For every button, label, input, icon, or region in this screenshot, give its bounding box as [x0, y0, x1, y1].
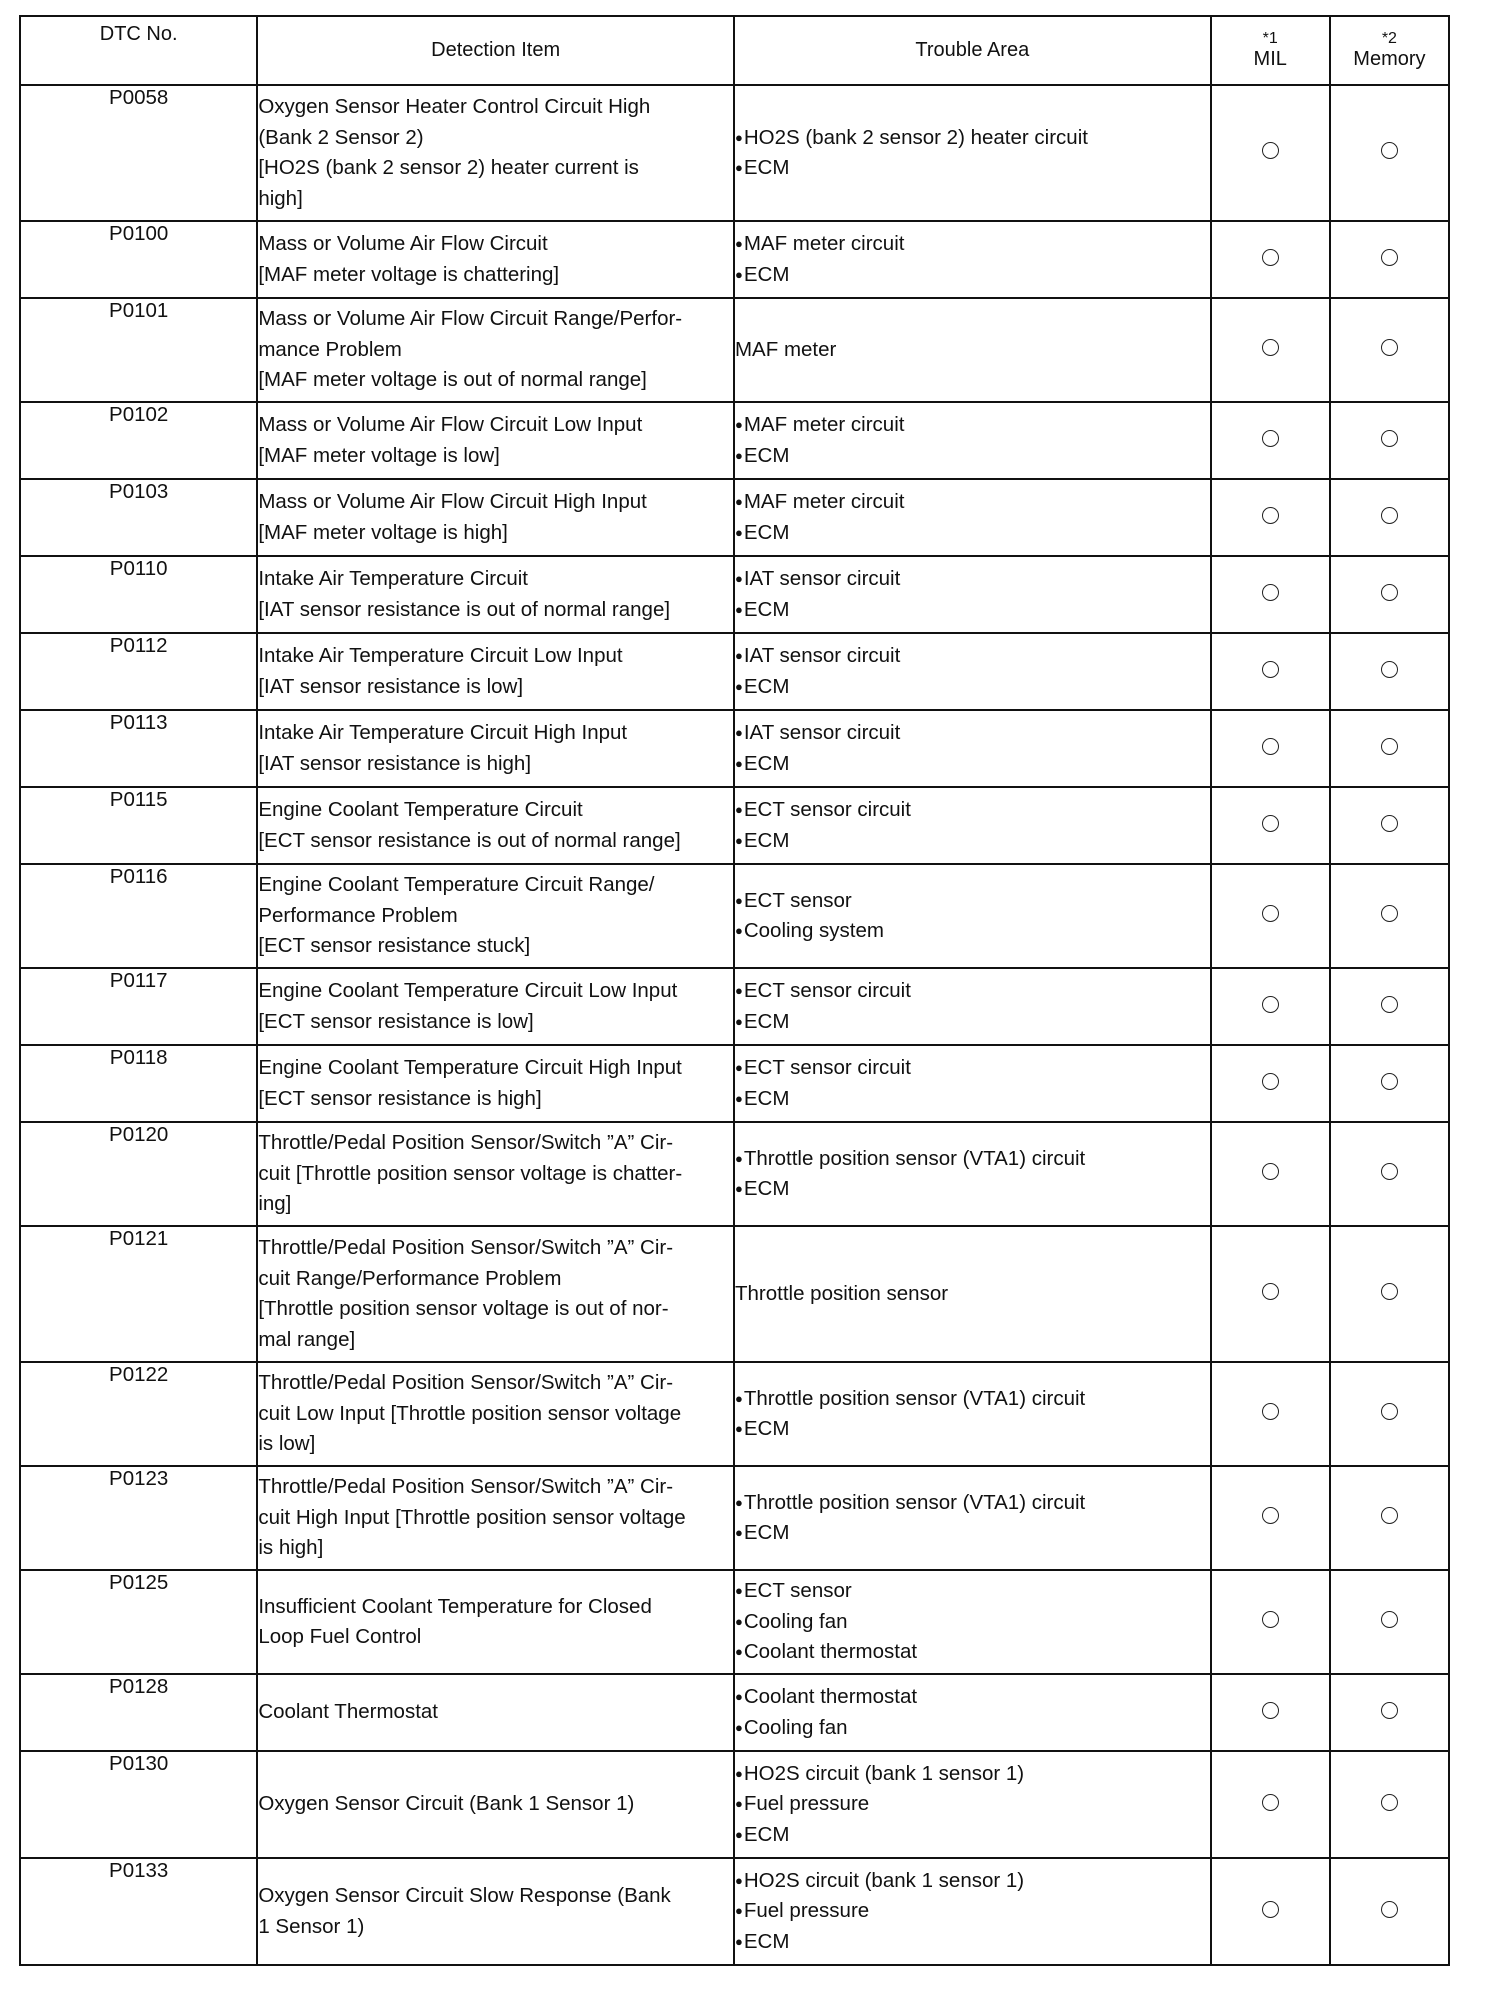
trouble-area-item: ● ECM — [735, 1820, 1210, 1851]
table-row — [20, 633, 1449, 710]
memory-circle-icon — [1381, 905, 1398, 922]
mil-circle-icon — [1262, 661, 1279, 678]
trouble-area-item: ● ECM — [735, 1174, 1210, 1205]
memory-cell — [1330, 221, 1449, 298]
memory-cell — [1330, 85, 1449, 221]
header-detection-item: Detection Item — [257, 16, 734, 85]
detection-line: [MAF meter voltage is out of normal range] — [258, 368, 647, 392]
detection-item-cell — [257, 1362, 734, 1466]
trouble-area-cell — [734, 1122, 1211, 1226]
trouble-area-item: ● ECM — [735, 749, 1210, 780]
detection-item-cell — [257, 556, 734, 633]
table-body — [20, 85, 1449, 1965]
trouble-area-cell — [734, 787, 1211, 864]
mil-cell — [1211, 298, 1330, 402]
dtc-code-cell: P0113 — [20, 710, 257, 787]
detection-line: Engine Coolant Temperature Circuit — [258, 798, 583, 821]
detection-line: Performance Problem — [258, 903, 458, 927]
detection-line: cuit High Input [Throttle position sensor voltage — [258, 1505, 686, 1529]
detection-item-cell — [257, 479, 734, 556]
trouble-area-item: ● ECM — [735, 1927, 1210, 1958]
mil-circle-icon — [1262, 1702, 1279, 1719]
detection-item-cell — [257, 85, 734, 221]
detection-item-cell — [257, 1858, 734, 1965]
header-row — [20, 16, 1449, 85]
trouble-area-item: ● IAT sensor circuit — [735, 718, 1210, 749]
detection-item-cell — [257, 1674, 734, 1751]
table-row — [20, 1226, 1449, 1362]
memory-circle-icon — [1381, 661, 1398, 678]
detection-line: Oxygen Sensor Heater Control Circuit High — [258, 95, 651, 118]
table-row — [20, 298, 1449, 402]
detection-line: Throttle/Pedal Position Sensor/Switch ”A” Cir- — [258, 1131, 674, 1155]
detection-line: cuit Range/Performance Problem — [258, 1266, 562, 1290]
detection-line: Engine Coolant Temperature Circuit Low Input — [258, 979, 678, 1002]
table-row — [20, 85, 1449, 221]
mil-cell — [1211, 1570, 1330, 1674]
trouble-area-cell — [734, 968, 1211, 1045]
trouble-area-item: ● ECT sensor — [735, 1576, 1210, 1607]
detection-line: Mass or Volume Air Flow Circuit — [258, 232, 548, 255]
trouble-area-cell — [734, 402, 1211, 479]
memory-circle-icon — [1381, 249, 1398, 266]
header-dtc-no: DTC No. — [20, 16, 257, 85]
detection-line: [ECT sensor resistance stuck] — [258, 934, 531, 958]
mil-circle-icon — [1262, 584, 1279, 601]
detection-line: Oxygen Sensor Circuit Slow Response (Bank — [258, 1884, 671, 1907]
dtc-code-cell: P0121 — [20, 1226, 257, 1362]
detection-line: Oxygen Sensor Circuit (Bank 1 Sensor 1) — [258, 1792, 635, 1816]
trouble-area-item: ● ECM — [735, 441, 1210, 472]
trouble-area-item: ● ECT sensor circuit — [735, 1053, 1210, 1084]
trouble-area-cell — [734, 633, 1211, 710]
trouble-area-item: ● ECM — [735, 1007, 1210, 1038]
trouble-area-item: ● ECM — [735, 518, 1210, 549]
detection-item-cell — [257, 298, 734, 402]
memory-circle-icon — [1381, 584, 1398, 601]
trouble-area-item: Throttle position sensor — [734, 1281, 949, 1305]
memory-cell — [1330, 1045, 1449, 1122]
memory-circle-icon — [1381, 430, 1398, 447]
trouble-area-item: ● HO2S circuit (bank 1 sensor 1) — [735, 1759, 1210, 1790]
mil-circle-icon — [1262, 1283, 1279, 1300]
trouble-area-cell — [734, 1858, 1211, 1965]
memory-cell — [1330, 1570, 1449, 1674]
mil-cell — [1211, 710, 1330, 787]
detection-line: Engine Coolant Temperature Circuit High Input — [258, 1056, 682, 1079]
memory-circle-icon — [1381, 507, 1398, 524]
mil-circle-icon — [1262, 1901, 1279, 1918]
detection-line: Coolant Thermostat — [258, 1700, 438, 1724]
detection-item-cell — [257, 1466, 734, 1570]
trouble-area-item: ● Cooling fan — [735, 1607, 1210, 1638]
trouble-area-item: ● ECM — [735, 826, 1210, 857]
mil-circle-icon — [1262, 738, 1279, 755]
trouble-area-cell — [734, 864, 1211, 968]
trouble-area-cell — [734, 1045, 1211, 1122]
detection-line: [HO2S (bank 2 sensor 2) heater current is — [258, 156, 639, 179]
memory-circle-icon — [1381, 815, 1398, 832]
mil-circle-icon — [1262, 1507, 1279, 1524]
mil-cell — [1211, 556, 1330, 633]
memory-circle-icon — [1381, 1403, 1398, 1420]
dtc-code-cell: P0103 — [20, 479, 257, 556]
mil-circle-icon — [1262, 905, 1279, 922]
memory-circle-icon — [1381, 339, 1398, 356]
detection-line: high] — [258, 186, 303, 210]
trouble-area-item: ● ECM — [735, 1414, 1210, 1445]
dtc-code-cell: P0110 — [20, 556, 257, 633]
detection-line: Engine Coolant Temperature Circuit Range/ — [258, 873, 655, 897]
memory-cell — [1330, 1362, 1449, 1466]
dtc-code-cell: P0130 — [20, 1751, 257, 1858]
dtc-code-cell: P0112 — [20, 633, 257, 710]
mil-cell — [1211, 1466, 1330, 1570]
table-row — [20, 1045, 1449, 1122]
memory-cell — [1330, 633, 1449, 710]
mil-cell — [1211, 402, 1330, 479]
detection-line: Mass or Volume Air Flow Circuit Range/Perfor- — [258, 307, 683, 331]
table-row — [20, 710, 1449, 787]
memory-cell — [1330, 1751, 1449, 1858]
dtc-code-cell: P0102 — [20, 402, 257, 479]
memory-circle-icon — [1381, 1073, 1398, 1090]
mil-circle-icon — [1262, 339, 1279, 356]
dtc-code-cell: P0122 — [20, 1362, 257, 1466]
mil-cell — [1211, 1122, 1330, 1226]
detection-item-cell — [257, 1570, 734, 1674]
trouble-area-cell — [734, 221, 1211, 298]
trouble-area-item: ● ECT sensor circuit — [735, 795, 1210, 826]
detection-item-cell — [257, 864, 734, 968]
detection-line: cuit [Throttle position sensor voltage is chatter- — [258, 1161, 683, 1185]
memory-cell — [1330, 556, 1449, 633]
trouble-area-cell — [734, 1751, 1211, 1858]
mil-cell — [1211, 1858, 1330, 1965]
memory-circle-icon — [1381, 1507, 1398, 1524]
mil-cell — [1211, 479, 1330, 556]
trouble-area-item: ● Throttle position sensor (VTA1) circuit — [735, 1384, 1210, 1415]
dtc-code-cell: P0120 — [20, 1122, 257, 1226]
dtc-table — [19, 15, 1450, 1966]
trouble-area-item: ● Coolant thermostat — [735, 1682, 1210, 1713]
mil-circle-icon — [1262, 1403, 1279, 1420]
memory-cell — [1330, 479, 1449, 556]
trouble-area-item: ● ECM — [735, 1518, 1210, 1549]
dtc-code-cell: P0116 — [20, 864, 257, 968]
memory-cell — [1330, 1122, 1449, 1226]
trouble-area-cell — [734, 1466, 1211, 1570]
mil-footnote-mark: *1 — [1262, 30, 1278, 47]
mil-cell — [1211, 1226, 1330, 1362]
trouble-area-item: ● ECM — [735, 672, 1210, 703]
table-row — [20, 864, 1449, 968]
detection-item-cell — [257, 968, 734, 1045]
mil-cell — [1211, 1045, 1330, 1122]
mil-circle-icon — [1262, 1163, 1279, 1180]
table-row — [20, 968, 1449, 1045]
detection-item-cell — [257, 221, 734, 298]
trouble-area-item: MAF meter — [734, 337, 837, 361]
detection-item-cell — [257, 787, 734, 864]
trouble-area-cell — [734, 1570, 1211, 1674]
memory-circle-icon — [1381, 1794, 1398, 1811]
detection-line: [ECT sensor resistance is out of normal range] — [258, 828, 681, 852]
memory-cell — [1330, 1466, 1449, 1570]
trouble-area-item: ● MAF meter circuit — [735, 487, 1210, 518]
detection-item-cell — [257, 633, 734, 710]
mil-circle-icon — [1262, 430, 1279, 447]
mil-cell — [1211, 968, 1330, 1045]
detection-line: Throttle/Pedal Position Sensor/Switch ”A” Cir- — [258, 1475, 674, 1499]
detection-line: mal range] — [258, 1327, 356, 1351]
detection-line: [IAT sensor resistance is low] — [258, 674, 524, 698]
detection-line: Throttle/Pedal Position Sensor/Switch ”A” Cir- — [258, 1236, 674, 1259]
detection-line: [ECT sensor resistance is low] — [258, 1009, 534, 1033]
detection-line: [ECT sensor resistance is high] — [258, 1086, 542, 1110]
trouble-area-item: ● Fuel pressure — [735, 1789, 1210, 1820]
detection-line: Loop Fuel Control — [258, 1625, 422, 1648]
memory-circle-icon — [1381, 142, 1398, 159]
memory-circle-icon — [1381, 1901, 1398, 1918]
detection-line: 1 Sensor 1) — [258, 1914, 365, 1938]
memory-cell — [1330, 1858, 1449, 1965]
trouble-area-item: ● Coolant thermostat — [735, 1637, 1210, 1668]
mil-circle-icon — [1262, 996, 1279, 1013]
trouble-area-item: ● ECM — [735, 1084, 1210, 1115]
table-row — [20, 1674, 1449, 1751]
detection-item-cell — [257, 1122, 734, 1226]
mil-cell — [1211, 85, 1330, 221]
trouble-area-item: ● Cooling system — [735, 916, 1210, 947]
dtc-code-cell: P0100 — [20, 221, 257, 298]
trouble-area-cell — [734, 556, 1211, 633]
header-memory — [1330, 16, 1449, 85]
detection-line: Intake Air Temperature Circuit Low Input — [258, 644, 623, 667]
detection-line: cuit Low Input [Throttle position sensor voltage — [258, 1401, 682, 1425]
memory-cell — [1330, 968, 1449, 1045]
mil-circle-icon — [1262, 1073, 1279, 1090]
table-row — [20, 402, 1449, 479]
memory-cell — [1330, 710, 1449, 787]
trouble-area-item: ● MAF meter circuit — [735, 410, 1210, 441]
memory-cell — [1330, 1674, 1449, 1751]
detection-item-cell — [257, 402, 734, 479]
trouble-area-cell — [734, 1362, 1211, 1466]
trouble-area-cell — [734, 1674, 1211, 1751]
detection-line: Insufficient Coolant Temperature for Closed — [258, 1594, 652, 1618]
detection-line: ing] — [258, 1192, 292, 1216]
mil-circle-icon — [1262, 507, 1279, 524]
memory-circle-icon — [1381, 1283, 1398, 1300]
trouble-area-item: ● HO2S circuit (bank 1 sensor 1) — [735, 1866, 1210, 1897]
detection-line: Mass or Volume Air Flow Circuit Low Input — [258, 413, 643, 436]
dtc-code-cell: P0101 — [20, 298, 257, 402]
header-mil — [1211, 16, 1330, 85]
detection-line: [MAF meter voltage is high] — [258, 520, 508, 544]
mil-cell — [1211, 1674, 1330, 1751]
table-row — [20, 1858, 1449, 1965]
dtc-code-cell: P0123 — [20, 1466, 257, 1570]
table-row — [20, 1362, 1449, 1466]
mil-circle-icon — [1262, 815, 1279, 832]
memory-circle-icon — [1381, 1163, 1398, 1180]
detection-line: mance Problem — [258, 337, 402, 361]
mil-circle-icon — [1262, 249, 1279, 266]
mil-cell — [1211, 221, 1330, 298]
dtc-code-cell: P0125 — [20, 1570, 257, 1674]
trouble-area-item: ● Throttle position sensor (VTA1) circuit — [735, 1144, 1210, 1175]
dtc-code-cell: P0128 — [20, 1674, 257, 1751]
table-row — [20, 787, 1449, 864]
detection-line: is high] — [258, 1536, 324, 1560]
detection-item-cell — [257, 1226, 734, 1362]
detection-line: (Bank 2 Sensor 2) — [258, 125, 424, 149]
memory-cell — [1330, 402, 1449, 479]
memory-circle-icon — [1381, 738, 1398, 755]
detection-item-cell — [257, 710, 734, 787]
detection-line: Throttle/Pedal Position Sensor/Switch ”A” Cir- — [258, 1371, 674, 1395]
memory-cell — [1330, 298, 1449, 402]
mil-cell — [1211, 1362, 1330, 1466]
mil-cell — [1211, 633, 1330, 710]
trouble-area-item: ● ECT sensor circuit — [735, 976, 1210, 1007]
table-row — [20, 479, 1449, 556]
table-row — [20, 556, 1449, 633]
detection-line: [MAF meter voltage is low] — [258, 443, 500, 467]
trouble-area-cell — [734, 298, 1211, 402]
trouble-area-item: ● ECM — [735, 153, 1210, 184]
memory-footnote-mark: *2 — [1381, 30, 1397, 47]
memory-circle-icon — [1381, 1611, 1398, 1628]
trouble-area-item: ● MAF meter circuit — [735, 229, 1210, 260]
header-trouble-area: Trouble Area — [734, 16, 1211, 85]
trouble-area-item: ● IAT sensor circuit — [735, 641, 1210, 672]
dtc-code-cell: P0118 — [20, 1045, 257, 1122]
table-row — [20, 1751, 1449, 1858]
trouble-area-cell — [734, 710, 1211, 787]
mil-circle-icon — [1262, 1794, 1279, 1811]
trouble-area-item: ● Fuel pressure — [735, 1896, 1210, 1927]
detection-line: Intake Air Temperature Circuit — [258, 567, 528, 590]
table-row — [20, 1570, 1449, 1674]
dtc-code-cell: P0117 — [20, 968, 257, 1045]
detection-line: [IAT sensor resistance is out of normal range] — [258, 597, 671, 621]
trouble-area-item: ● IAT sensor circuit — [735, 564, 1210, 595]
mil-cell — [1211, 1751, 1330, 1858]
trouble-area-item: ● ECM — [735, 260, 1210, 291]
trouble-area-item: ● ECT sensor — [735, 886, 1210, 917]
mil-circle-icon — [1262, 1611, 1279, 1628]
detection-item-cell — [257, 1751, 734, 1858]
detection-line: [MAF meter voltage is chattering] — [258, 262, 560, 286]
table-row — [20, 1122, 1449, 1226]
memory-cell — [1330, 787, 1449, 864]
trouble-area-cell — [734, 85, 1211, 221]
memory-label: Memory — [1353, 48, 1426, 70]
detection-line: Intake Air Temperature Circuit High Input — [258, 721, 628, 744]
trouble-area-cell — [734, 1226, 1211, 1362]
memory-circle-icon — [1381, 996, 1398, 1013]
mil-circle-icon — [1262, 142, 1279, 159]
table-row — [20, 1466, 1449, 1570]
trouble-area-item: ● HO2S (bank 2 sensor 2) heater circuit — [735, 123, 1210, 154]
mil-label: MIL — [1253, 48, 1287, 70]
trouble-area-item: ● Throttle position sensor (VTA1) circuit — [735, 1488, 1210, 1519]
memory-cell — [1330, 864, 1449, 968]
trouble-area-cell — [734, 479, 1211, 556]
dtc-code-cell: P0115 — [20, 787, 257, 864]
mil-cell — [1211, 787, 1330, 864]
mil-cell — [1211, 864, 1330, 968]
dtc-code-cell: P0058 — [20, 85, 257, 221]
table-row — [20, 221, 1449, 298]
memory-circle-icon — [1381, 1702, 1398, 1719]
memory-cell — [1330, 1226, 1449, 1362]
detection-line: Mass or Volume Air Flow Circuit High Input — [258, 490, 647, 513]
detection-item-cell — [257, 1045, 734, 1122]
trouble-area-item: ● Cooling fan — [735, 1713, 1210, 1744]
detection-line: is low] — [258, 1432, 316, 1456]
dtc-code-cell: P0133 — [20, 1858, 257, 1965]
detection-line: [IAT sensor resistance is high] — [258, 751, 532, 775]
trouble-area-item: ● ECM — [735, 595, 1210, 626]
detection-line: [Throttle position sensor voltage is out of nor- — [258, 1297, 669, 1320]
